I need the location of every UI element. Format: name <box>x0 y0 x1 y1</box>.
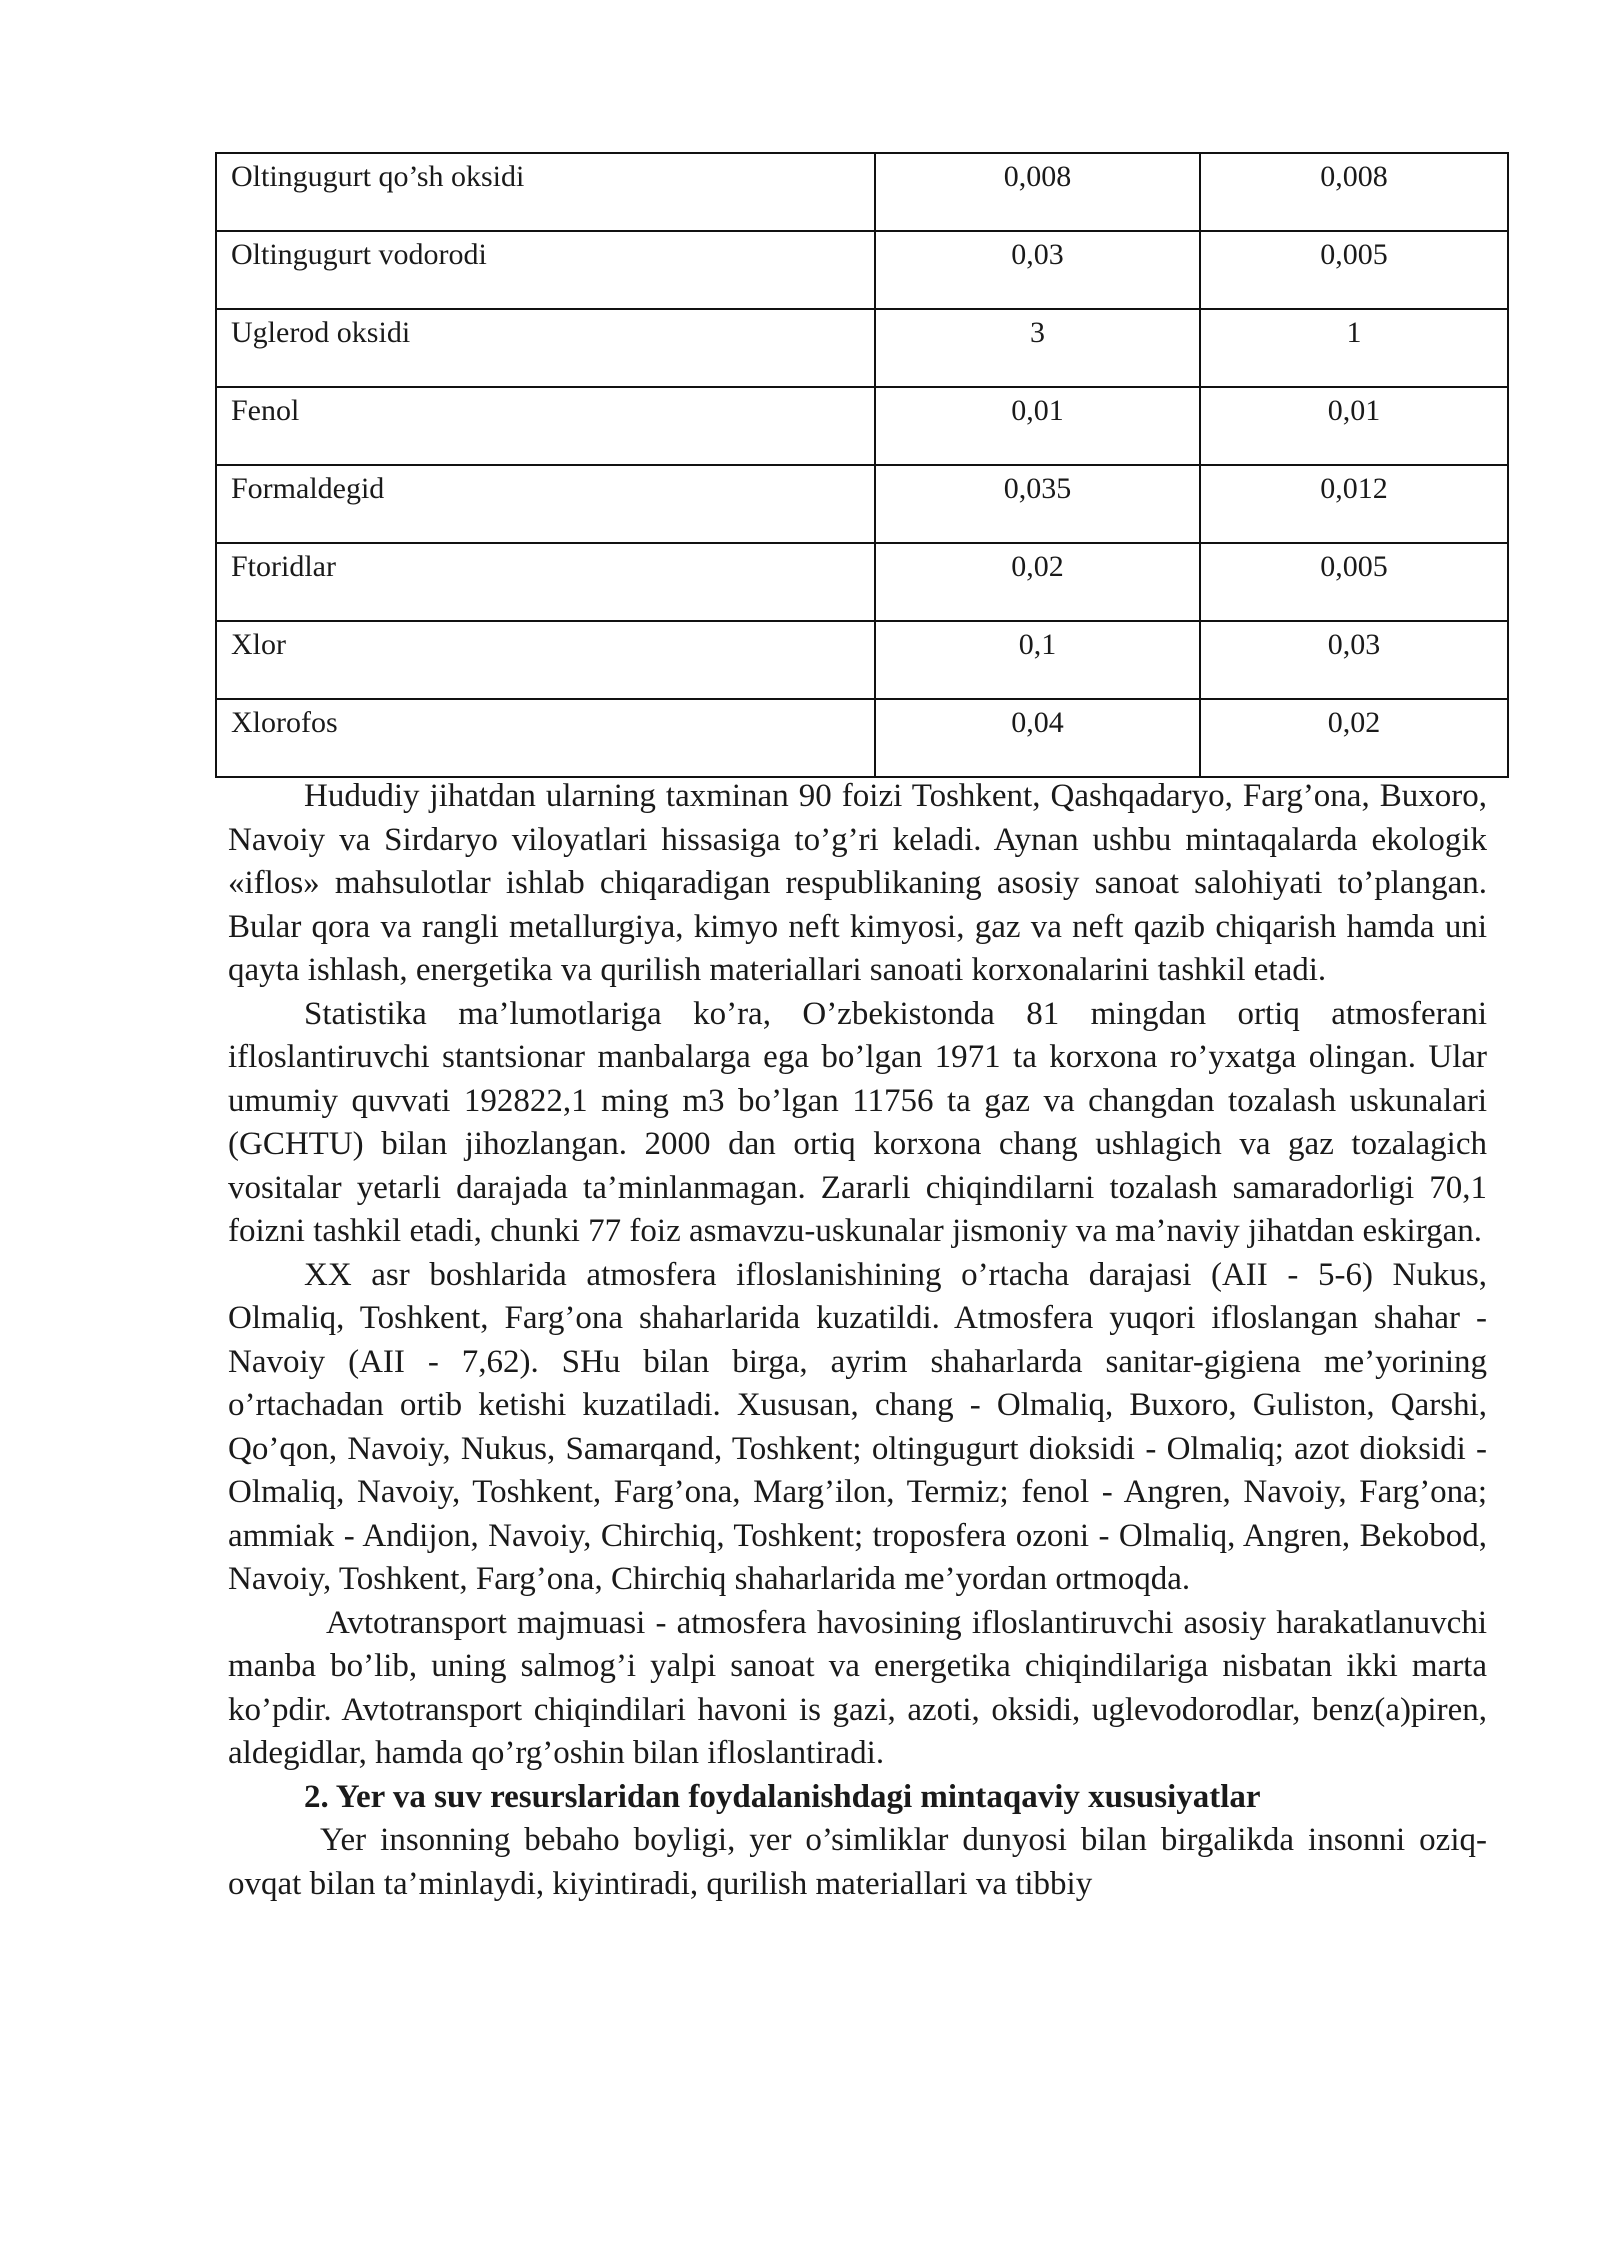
paragraph-land-resources: Yer insonning bebaho boyligi, yer o’simliklar dunyosi bilan birgalikda insonni oziq-ovqat bilan ta’minlaydi, kiyintiradi, qurilish materiallari va tibbiy <box>228 1822 1487 1902</box>
cell-value-2: 0,005 <box>1200 543 1508 621</box>
paragraph-regional-distribution: Hududiy jihatdan ularning taxminan 90 foizi Toshkent, Qashqadaryo, Farg’ona, Buxoro, Navoiy va Sirdaryo viloyatlari hissasiga to’g’ri keladi. Aynan ushbu mintaqalarda ekologik «iflos» mahsulotlar ishlab chiqaradigan respublikaning asosiy sanoat salohiyati to’plangan. Bular qora va rangli metallurgiya, kimyo neft kimyosi, gaz va neft qazib chiqarish hamda uni qayta ishlash, energetika va qurilish materiallari sanoati korxonalarini tashkil etadi. <box>228 778 1487 988</box>
section-heading: 2. Yer va suv resurslaridan foydalanishdagi mintaqaviy xususiyatlar <box>304 1778 1261 1815</box>
cell-value-2: 0,02 <box>1200 699 1508 777</box>
paragraph-statistics: Statistika ma’lumotlariga ko’ra, O’zbekistonda 81 mingdan ortiq atmosferani ifloslantiruvchi stantsionar manbalarga ega bo’lgan 1971 ta korxona ro’yxatga olingan. Ular umumiy quvvati 192822,1 ming m3 bo’lgan 11756 ta gaz va changdan tozalash uskunalari (GCHTU) bilan jihozlangan. 2000 dan ortiq korxona chang ushlagich va gaz tozalagich vositalar yetarli darajada ta’minlanmagan. Zararli chiqindilarni tozalash samaradorligi 70,1 foizni tashkil etadi, chunki 77 foiz asmavzu-uskunalar jismoniy va ma’naviy jihatdan eskirgan. <box>228 995 1487 1249</box>
pollutant-table <box>215 152 1509 778</box>
cell-value-1: 0,008 <box>875 153 1200 231</box>
cell-value-1: 0,03 <box>875 231 1200 309</box>
table-row <box>216 387 1508 465</box>
cell-substance: Fenol <box>216 387 875 465</box>
cell-value-1: 3 <box>875 309 1200 387</box>
cell-substance: Formaldegid <box>216 465 875 543</box>
cell-substance: Xlorofos <box>216 699 875 777</box>
table-row <box>216 153 1508 231</box>
cell-value-2: 0,01 <box>1200 387 1508 465</box>
cell-value-2: 1 <box>1200 309 1508 387</box>
cell-value-2: 0,008 <box>1200 153 1508 231</box>
table-row <box>216 309 1508 387</box>
cell-value-2: 0,03 <box>1200 621 1508 699</box>
cell-substance: Uglerod oksidi <box>216 309 875 387</box>
body-text <box>228 775 1487 1906</box>
cell-value-1: 0,035 <box>875 465 1200 543</box>
cell-value-2: 0,012 <box>1200 465 1508 543</box>
cell-substance: Oltingugurt qo’sh oksidi <box>216 153 875 231</box>
table-row <box>216 465 1508 543</box>
table-row <box>216 543 1508 621</box>
cell-substance: Ftoridlar <box>216 543 875 621</box>
cell-substance: Xlor <box>216 621 875 699</box>
cell-value-1: 0,04 <box>875 699 1200 777</box>
cell-value-2: 0,005 <box>1200 231 1508 309</box>
paragraph-motor-transport: Avtotransport majmuasi - atmosfera havosining ifloslantiruvchi asosiy harakatlanuvchi manba bo’lib, uning salmog’i yalpi sanoat va energetika chiqindilariga nisbatan ikki marta ko’pdir. Avtotransport chiqindilari havoni is gazi, azoti, oksidi, uglevodorodlar, benz(a)piren, aldegidlar, hamda qo’rg’oshin bilan ifloslantiradi. <box>228 1604 1487 1771</box>
table-row <box>216 621 1508 699</box>
cell-substance: Oltingugurt vodorodi <box>216 231 875 309</box>
pollutant-table-body <box>216 153 1508 777</box>
table-row <box>216 231 1508 309</box>
cell-value-1: 0,02 <box>875 543 1200 621</box>
table-row <box>216 699 1508 777</box>
paragraph-pollution-levels: XX asr boshlarida atmosfera ifloslanishining o’rtacha darajasi (AII - 5-6) Nukus, Olmaliq, Toshkent, Farg’ona shaharlarida kuzatildi. Atmosfera yuqori ifloslangan shahar - Navoiy (AII - 7,62). SHu bilan birga, ayrim shaharlarda sanitar-gigiena me’yorining o’rtachadan ortib ketishi kuzatiladi. Xususan, chang - Olmaliq, Buxoro, Guliston, Qarshi, Qo’qon, Navoiy, Nukus, Samarqand, Toshkent; oltingugurt dioksidi - Olmaliq; azot dioksidi - Olmaliq, Navoiy, Toshkent, Farg’ona, Marg’ilon, Termiz; fenol - Angren, Navoiy, Farg’ona; ammiak - Andijon, Navoiy, Chirchiq, Toshkent; troposfera ozoni - Olmaliq, Angren, Bekobod, Navoiy, Toshkent, Farg’ona, Chirchiq shaharlarida me’yordan ortmoqda. <box>228 1256 1487 1597</box>
cell-value-1: 0,1 <box>875 621 1200 699</box>
cell-value-1: 0,01 <box>875 387 1200 465</box>
